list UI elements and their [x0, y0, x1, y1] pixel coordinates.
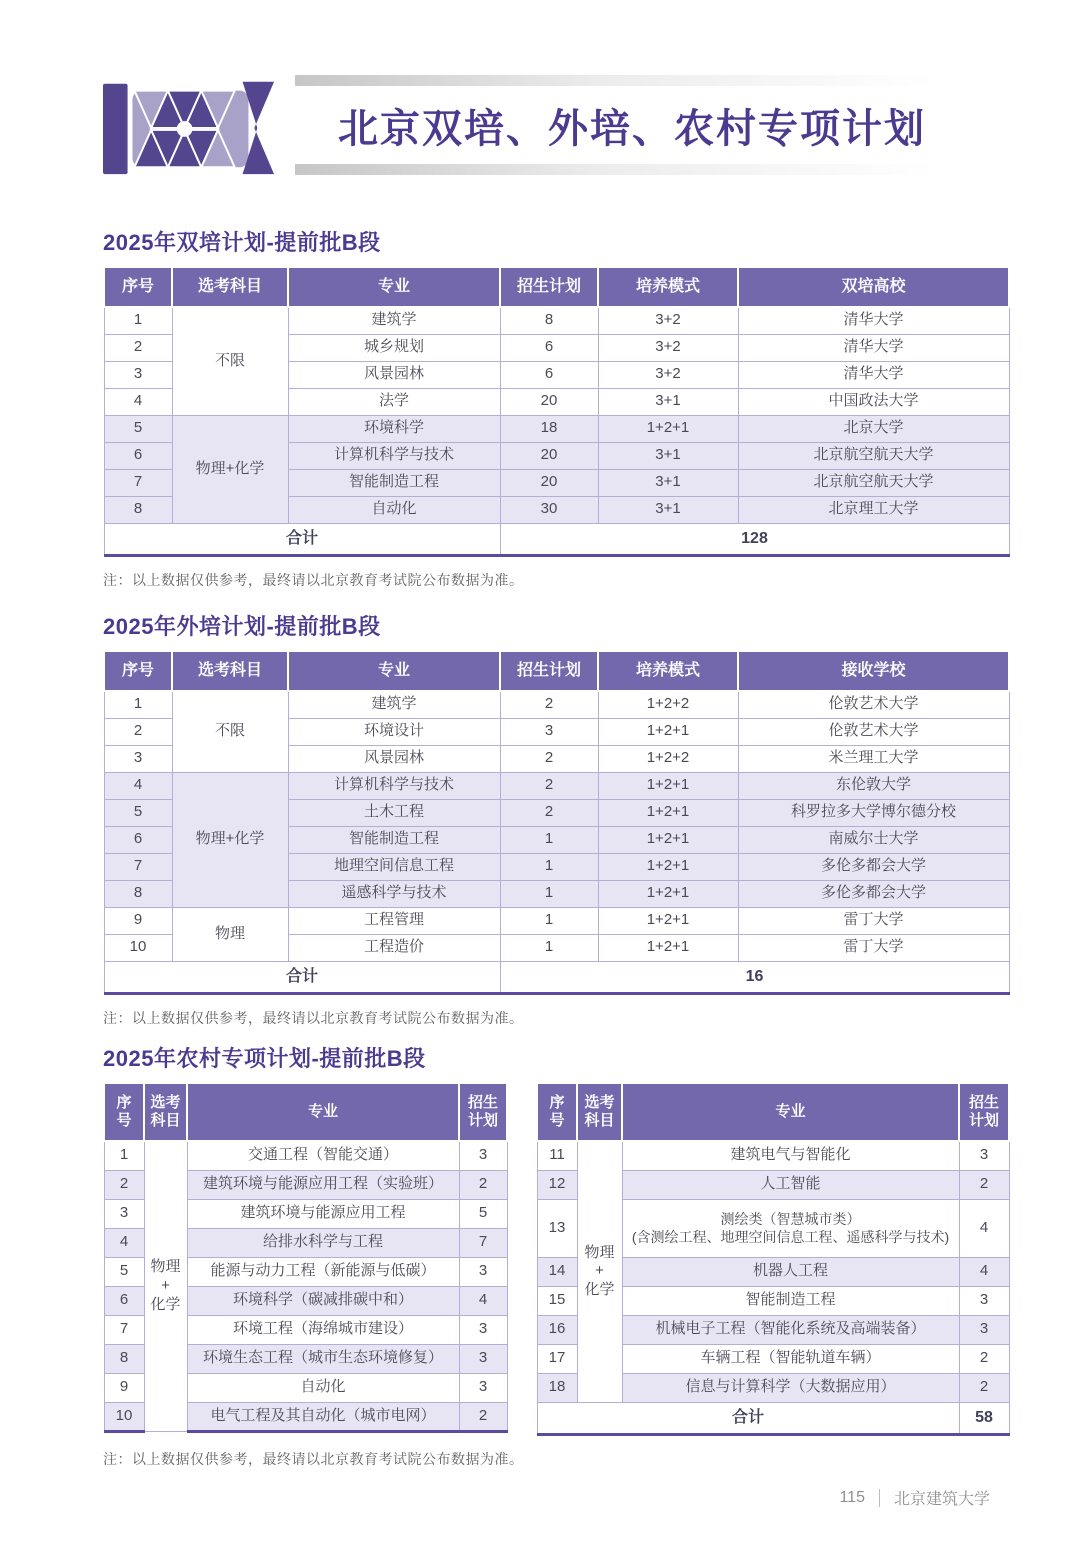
column-header: 序号 [104, 651, 172, 691]
table-cell: 14 [537, 1257, 577, 1286]
table-cell: 15 [537, 1286, 577, 1315]
page-footer [839, 1486, 990, 1509]
table-cell: 2 [500, 691, 598, 718]
table-row [104, 772, 1009, 799]
table-cell: 6 [104, 442, 172, 469]
table-cell: 环境设计 [288, 718, 500, 745]
table-cell: 北京航空航天大学 [738, 442, 1009, 469]
column-header: 接收学校 [738, 651, 1009, 691]
column-header: 招生 计划 [459, 1083, 507, 1141]
table-cell: 30 [500, 496, 598, 523]
header-row [104, 1083, 507, 1141]
table-cell: 智能制造工程 [288, 826, 500, 853]
column-header: 招生计划 [500, 651, 598, 691]
table-cell: 3 [959, 1286, 1009, 1315]
table-cell: 58 [959, 1402, 1009, 1434]
table-cell: 北京理工大学 [738, 496, 1009, 523]
table-cell: 2 [459, 1170, 507, 1199]
column-header: 培养模式 [598, 267, 738, 307]
shuangpei-section [103, 226, 1008, 590]
table-row [104, 907, 1009, 934]
table-cell: 计算机科学与技术 [288, 772, 500, 799]
table-row [104, 307, 1009, 334]
table-cell: 3 [104, 361, 172, 388]
table-cell: 城乡规划 [288, 334, 500, 361]
table-cell: 3+2 [598, 307, 738, 334]
rural-section-title: 2025年农村专项计划-提前批B段 [103, 1046, 426, 1071]
table-cell: 20 [500, 442, 598, 469]
table-cell: 合计 [537, 1402, 959, 1434]
rural-table-right [536, 1082, 1010, 1436]
table-cell: 环境科学 [288, 415, 500, 442]
table-cell: 4 [959, 1199, 1009, 1257]
table-cell: 7 [459, 1228, 507, 1257]
table-cell: 18 [500, 415, 598, 442]
table-cell: 3 [459, 1257, 507, 1286]
column-header: 专业 [288, 651, 500, 691]
table-cell: 1 [500, 907, 598, 934]
table-cell: 3+2 [598, 334, 738, 361]
waipei-section [103, 610, 1008, 1028]
footer-divider [879, 1489, 880, 1507]
page-number: 115 [839, 1488, 865, 1506]
table-cell: 1+2+1 [598, 907, 738, 934]
table-cell: 建筑电气与智能化 [622, 1141, 959, 1170]
table-row [537, 1141, 1009, 1170]
column-header: 专业 [187, 1083, 459, 1141]
table-cell: 6 [104, 826, 172, 853]
banner-gradient-bottom [295, 164, 969, 175]
table-cell: 16 [537, 1315, 577, 1344]
table-cell: 2 [959, 1170, 1009, 1199]
table-cell: 清华大学 [738, 307, 1009, 334]
table-cell: 1 [500, 934, 598, 961]
header-row [104, 267, 1009, 307]
table-cell: 米兰理工大学 [738, 745, 1009, 772]
table-cell: 12 [537, 1170, 577, 1199]
table-cell: 土木工程 [288, 799, 500, 826]
table-cell: 物理+化学 [172, 772, 288, 907]
waipei-note: 注：以上数据仅供参考，最终请以北京教育考试院公布数据为准。 [103, 1009, 524, 1026]
table-cell: 工程管理 [288, 907, 500, 934]
table-cell: 电气工程及其自动化（城市电网） [187, 1402, 459, 1431]
header-row [537, 1083, 1009, 1141]
table-cell: 2 [104, 718, 172, 745]
table-cell: 10 [104, 934, 172, 961]
table-cell: 中国政法大学 [738, 388, 1009, 415]
table-cell: 法学 [288, 388, 500, 415]
table-cell: 8 [104, 1344, 144, 1373]
table-cell: 3+1 [598, 496, 738, 523]
table-cell: 7 [104, 1315, 144, 1344]
table-cell: 1+2+1 [598, 880, 738, 907]
table-cell: 3+1 [598, 442, 738, 469]
shuangpei-table-body [104, 307, 1009, 555]
table-cell: 1 [500, 853, 598, 880]
table-cell: 遥感科学与技术 [288, 880, 500, 907]
table-cell: 1+2+2 [598, 691, 738, 718]
column-header: 培养模式 [598, 651, 738, 691]
table-cell: 18 [537, 1373, 577, 1402]
total-row [537, 1402, 1009, 1434]
table-cell: 3 [459, 1315, 507, 1344]
rural-right-head [537, 1083, 1009, 1141]
table-cell: 8 [500, 307, 598, 334]
table-cell: 4 [104, 1228, 144, 1257]
university-name: 北京建筑大学 [893, 1491, 990, 1508]
table-cell: 科罗拉多大学博尔德分校 [738, 799, 1009, 826]
table-cell: 6 [104, 1286, 144, 1315]
table-cell: 1+2+1 [598, 799, 738, 826]
table-cell: 1+2+1 [598, 934, 738, 961]
table-cell: 2 [959, 1373, 1009, 1402]
rural-note: 注：以上数据仅供参考，最终请以北京教育考试院公布数据为准。 [103, 1450, 524, 1467]
table-cell: 物理 [172, 907, 288, 961]
table-cell: 4 [104, 388, 172, 415]
table-cell: 交通工程（智能交通） [187, 1141, 459, 1170]
table-cell: 合计 [104, 961, 500, 993]
total-row [104, 523, 1009, 555]
table-cell: 3 [959, 1315, 1009, 1344]
university-logo-icon [103, 75, 275, 175]
table-cell: 4 [104, 772, 172, 799]
table-cell: 自动化 [187, 1373, 459, 1402]
rural-left-head [104, 1083, 507, 1141]
table-cell: 3+1 [598, 469, 738, 496]
table-cell: 1 [104, 307, 172, 334]
column-header: 序 号 [537, 1083, 577, 1141]
table-cell: 2 [459, 1402, 507, 1431]
table-cell: 2 [500, 745, 598, 772]
table-cell: 环境生态工程（城市生态环境修复） [187, 1344, 459, 1373]
table-cell: 人工智能 [622, 1170, 959, 1199]
table-cell: 建筑环境与能源应用工程 [187, 1199, 459, 1228]
table-cell: 9 [104, 1373, 144, 1402]
table-cell: 3 [104, 1199, 144, 1228]
table-cell: 车辆工程（智能轨道车辆） [622, 1344, 959, 1373]
table-cell: 雷丁大学 [738, 907, 1009, 934]
table-cell: 128 [500, 523, 1009, 555]
table-cell: 机械电子工程（智能化系统及高端装备） [622, 1315, 959, 1344]
column-header: 选考 科目 [144, 1083, 187, 1141]
waipei-section-title: 2025年外培计划-提前批B段 [103, 614, 381, 639]
table-cell: 物理 + 化学 [144, 1141, 187, 1431]
column-header: 专业 [288, 267, 500, 307]
table-cell: 5 [104, 799, 172, 826]
table-cell: 建筑环境与能源应用工程（实验班） [187, 1170, 459, 1199]
table-cell: 北京大学 [738, 415, 1009, 442]
table-cell: 20 [500, 469, 598, 496]
table-cell: 3 [459, 1141, 507, 1170]
table-cell: 物理+化学 [172, 415, 288, 523]
table-cell: 2 [959, 1344, 1009, 1373]
total-row [104, 961, 1009, 993]
table-cell: 1 [104, 1141, 144, 1170]
table-cell: 3 [459, 1373, 507, 1402]
table-cell: 机器人工程 [622, 1257, 959, 1286]
waipei-table-head [104, 651, 1009, 691]
table-cell: 2 [104, 1170, 144, 1199]
table-cell: 北京航空航天大学 [738, 469, 1009, 496]
table-row [104, 1141, 507, 1170]
shuangpei-section-title: 2025年双培计划-提前批B段 [103, 230, 381, 255]
column-header: 招生 计划 [959, 1083, 1009, 1141]
table-cell: 风景园林 [288, 745, 500, 772]
table-cell: 自动化 [288, 496, 500, 523]
table-cell: 1 [500, 826, 598, 853]
table-cell: 南威尔士大学 [738, 826, 1009, 853]
table-cell: 3 [500, 718, 598, 745]
table-cell: 3 [959, 1141, 1009, 1170]
rural-table-left [103, 1082, 508, 1433]
table-cell: 1+2+2 [598, 745, 738, 772]
table-cell: 能源与动力工程（新能源与低碳） [187, 1257, 459, 1286]
table-cell: 9 [104, 907, 172, 934]
table-cell: 3 [459, 1344, 507, 1373]
table-cell: 3+1 [598, 388, 738, 415]
table-cell: 10 [104, 1402, 144, 1431]
table-cell: 6 [500, 361, 598, 388]
header-row [104, 651, 1009, 691]
table-cell: 环境工程（海绵城市建设） [187, 1315, 459, 1344]
banner-gradient-top [295, 75, 969, 86]
table-cell: 计算机科学与技术 [288, 442, 500, 469]
table-cell: 8 [104, 880, 172, 907]
table-cell: 17 [537, 1344, 577, 1373]
table-cell: 风景园林 [288, 361, 500, 388]
table-cell: 测绘类（智慧城市类） (含测绘工程、地理空间信息工程、遥感科学与技术) [622, 1199, 959, 1257]
table-cell: 1+2+1 [598, 853, 738, 880]
table-cell: 6 [500, 334, 598, 361]
table-cell: 物理 + 化学 [577, 1141, 622, 1402]
table-row [104, 415, 1009, 442]
column-header: 招生计划 [500, 267, 598, 307]
table-cell: 5 [104, 1257, 144, 1286]
table-cell: 2 [500, 772, 598, 799]
rural-section [103, 1042, 1008, 1469]
table-cell: 智能制造工程 [288, 469, 500, 496]
column-header: 选考 科目 [577, 1083, 622, 1141]
rural-left-body [104, 1141, 507, 1431]
table-cell: 建筑学 [288, 307, 500, 334]
table-cell: 智能制造工程 [622, 1286, 959, 1315]
table-cell: 多伦多都会大学 [738, 880, 1009, 907]
table-cell: 工程造价 [288, 934, 500, 961]
table-cell: 1+2+1 [598, 772, 738, 799]
table-cell: 2 [500, 799, 598, 826]
table-cell: 清华大学 [738, 334, 1009, 361]
table-cell: 2 [104, 334, 172, 361]
table-cell: 1+2+1 [598, 718, 738, 745]
table-cell: 1+2+1 [598, 415, 738, 442]
column-header: 双培高校 [738, 267, 1009, 307]
column-header: 选考科目 [172, 267, 288, 307]
table-cell: 4 [459, 1286, 507, 1315]
table-cell: 雷丁大学 [738, 934, 1009, 961]
table-cell: 伦敦艺术大学 [738, 718, 1009, 745]
table-cell: 合计 [104, 523, 500, 555]
page-title: 北京双培、外培、农村专项计划 [338, 106, 926, 151]
page-banner [103, 75, 969, 175]
table-cell: 1 [104, 691, 172, 718]
table-cell: 地理空间信息工程 [288, 853, 500, 880]
table-cell: 3+2 [598, 361, 738, 388]
table-cell: 不限 [172, 691, 288, 772]
table-cell: 环境科学（碳减排碳中和） [187, 1286, 459, 1315]
table-row [104, 691, 1009, 718]
waipei-table-body [104, 691, 1009, 993]
table-cell: 建筑学 [288, 691, 500, 718]
shuangpei-table-head [104, 267, 1009, 307]
table-cell: 东伦敦大学 [738, 772, 1009, 799]
shuangpei-note: 注：以上数据仅供参考，最终请以北京教育考试院公布数据为准。 [103, 571, 524, 588]
shuangpei-table [103, 266, 1010, 557]
table-cell: 1+2+1 [598, 826, 738, 853]
column-header: 选考科目 [172, 651, 288, 691]
column-header: 序 号 [104, 1083, 144, 1141]
column-header: 序号 [104, 267, 172, 307]
table-cell: 11 [537, 1141, 577, 1170]
column-header: 专业 [622, 1083, 959, 1141]
table-cell: 13 [537, 1199, 577, 1257]
table-cell: 给排水科学与工程 [187, 1228, 459, 1257]
table-cell: 信息与计算科学（大数据应用） [622, 1373, 959, 1402]
table-cell: 20 [500, 388, 598, 415]
table-cell: 伦敦艺术大学 [738, 691, 1009, 718]
table-cell: 16 [500, 961, 1009, 993]
table-cell: 8 [104, 496, 172, 523]
table-cell: 7 [104, 853, 172, 880]
table-cell: 7 [104, 469, 172, 496]
table-cell: 多伦多都会大学 [738, 853, 1009, 880]
table-cell: 清华大学 [738, 361, 1009, 388]
waipei-table [103, 650, 1010, 995]
table-cell: 4 [959, 1257, 1009, 1286]
table-cell: 不限 [172, 307, 288, 415]
table-cell: 1 [500, 880, 598, 907]
table-cell: 5 [104, 415, 172, 442]
table-cell: 5 [459, 1199, 507, 1228]
rural-right-body [537, 1141, 1009, 1434]
table-cell: 3 [104, 745, 172, 772]
